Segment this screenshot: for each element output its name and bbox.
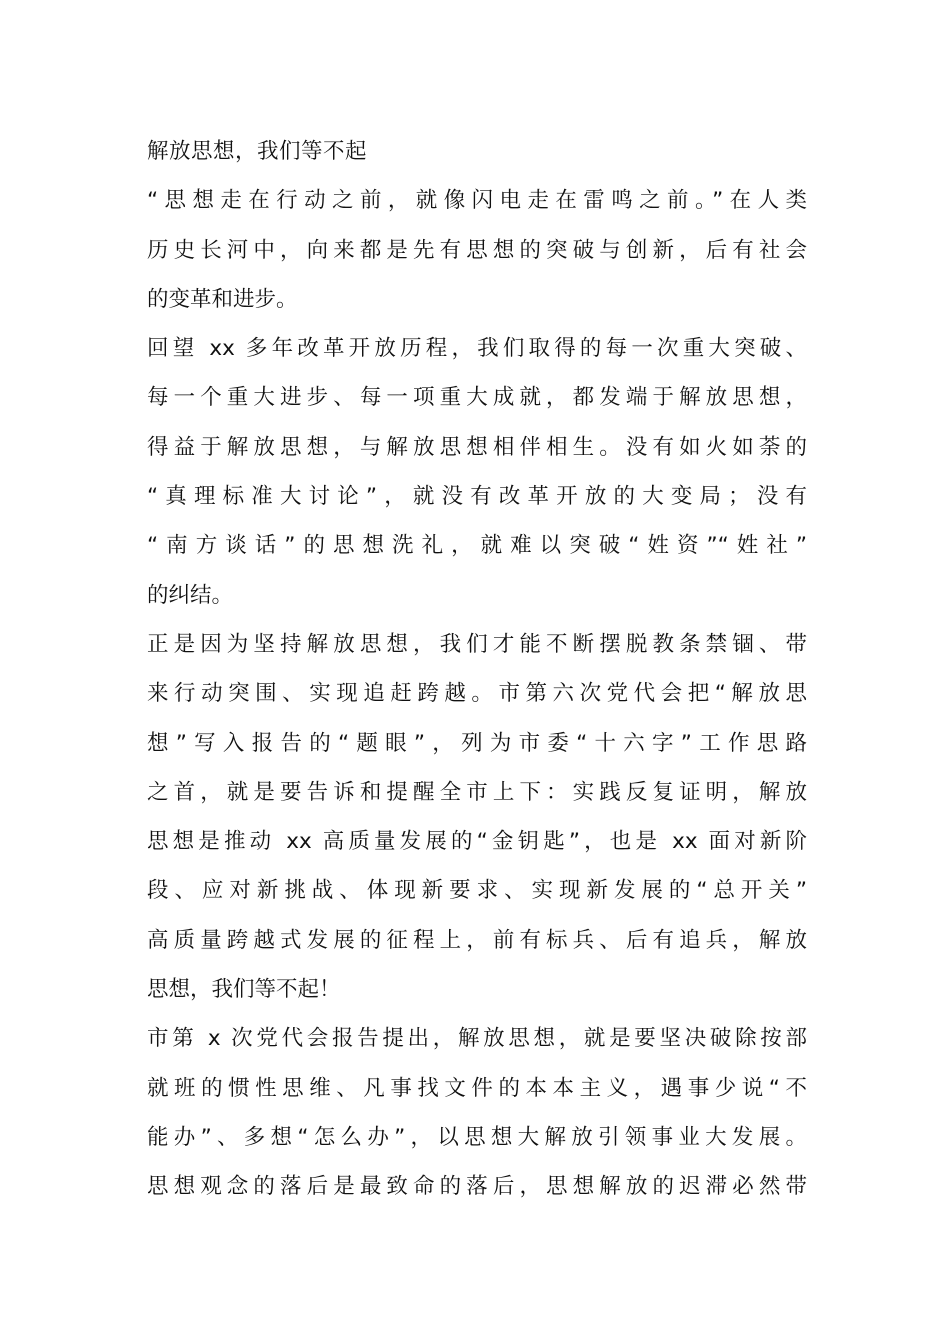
paragraph-3 [147, 624, 807, 1018]
paragraph-line: 能办”、多想“怎么办”，以思想大解放引领事业大发展。 [147, 1124, 807, 1150]
paragraph-line: 正是因为坚持解放思想，我们才能不断摆脱教条禁锢、带 [147, 631, 807, 657]
paragraph-line: 思想观念的落后是最致命的落后，思想解放的迟滞必然带 [147, 1174, 807, 1200]
paragraph-line: 得益于解放思想，与解放思想相伴相生。没有如火如荼的 [147, 434, 807, 460]
paragraph-line: 每一个重大进步、每一项重大成就，都发端于解放思想， [147, 385, 807, 411]
paragraph-line: 想”写入报告的“题眼”，列为市委“十六字”工作思路 [147, 730, 807, 756]
paragraph-line: 的变革和进步。 [147, 286, 298, 312]
paragraph-line: 思想，我们等不起！ [147, 977, 341, 1003]
document-title: 解放思想，我们等不起 [147, 139, 368, 164]
paragraph-line: 的纠结。 [147, 582, 234, 608]
paragraph-1 [147, 180, 807, 328]
paragraph-line: “真理标准大讨论”，就没有改革开放的大变局；没有 [147, 484, 807, 510]
paragraph-line: “思想走在行动之前，就像闪电走在雷鸣之前。”在人类 [147, 188, 807, 214]
paragraph-line: 回望 xx 多年改革开放历程，我们取得的每一次重大突破、 [147, 336, 807, 362]
paragraph-line: 段、应对新挑战、体现新要求、实现新发展的“总开关” [147, 878, 807, 904]
paragraph-line: 历史长河中，向来都是先有思想的突破与创新，后有社会 [147, 237, 807, 263]
paragraph-line: 来行动突围、实现追赶跨越。市第六次党代会把“解放思 [147, 681, 807, 707]
paragraph-line: “南方谈话”的思想洗礼，就难以突破“姓资”“姓社” [147, 533, 807, 559]
paragraph-2 [147, 328, 807, 624]
paragraph-4 [147, 1018, 807, 1215]
paragraph-line: 思想是推动 xx 高质量发展的“金钥匙”，也是 xx 面对新阶 [147, 829, 807, 855]
paragraph-line: 高质量跨越式发展的征程上，前有标兵、后有追兵，解放 [147, 927, 807, 953]
paragraph-line: 市第 x 次党代会报告提出，解放思想，就是要坚决破除按部 [147, 1026, 807, 1052]
paragraph-line: 之首，就是要告诉和提醒全市上下：实践反复证明，解放 [147, 779, 807, 805]
document-body [147, 131, 807, 1216]
paragraph-line: 就班的惯性思维、凡事找文件的本本主义，遇事少说“不 [147, 1075, 807, 1101]
